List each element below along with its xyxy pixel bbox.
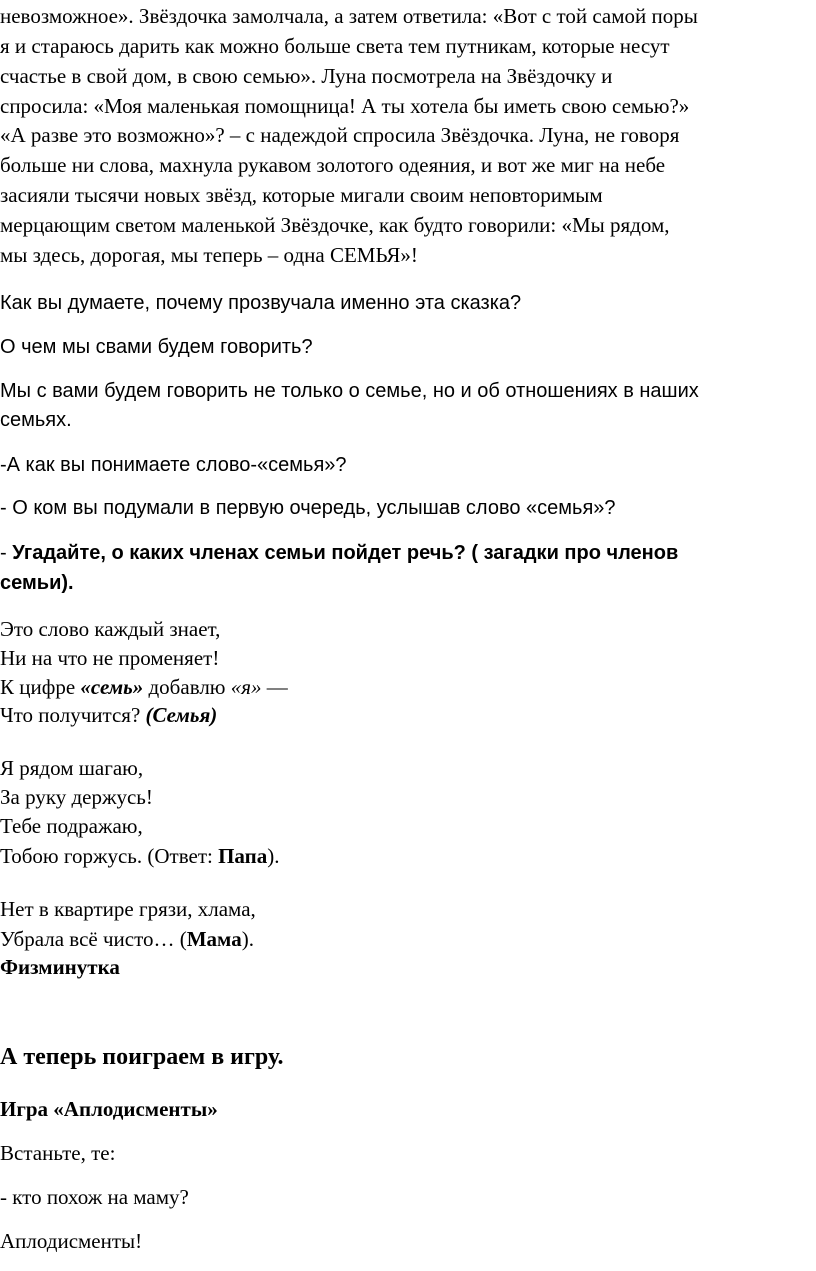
riddle-text: Убрала всё чисто… (	[0, 927, 187, 951]
riddle-text: ).	[241, 927, 254, 951]
riddle-line	[0, 673, 288, 701]
riddles-intro	[0, 539, 678, 567]
riddle-answer: Папа	[218, 844, 268, 868]
riddle-answer: Мама	[186, 927, 242, 951]
riddle-line	[0, 842, 280, 870]
story-line: мы здесь, дорогая, мы теперь – одна СЕМЬЯ»!	[0, 243, 418, 267]
question-text: Как вы думаете, почему прозвучала именно эта сказка?	[0, 292, 522, 314]
riddle-line	[0, 925, 254, 953]
riddle-text: Что получится?	[0, 703, 146, 727]
story-line: мерцающим светом маленькой Звёздочке, как будто говорили: «Мы рядом,	[0, 213, 670, 237]
question-text: -А как вы понимаете слово-«семья»?	[0, 454, 347, 476]
story-line: счастье в свой дом, в свою семью». Луна посмотрела на Звёздочку и	[0, 64, 613, 88]
riddles-intro-bold: семьи).	[0, 572, 74, 594]
story-line: я и стараюсь дарить как можно больше света тем путникам, которые несут	[0, 34, 670, 58]
question-text: семьях.	[0, 409, 72, 431]
riddle-text: —	[261, 675, 288, 699]
riddle-line	[0, 701, 217, 729]
story-line: больше ни слова, махнула рукавом золотого одеяния, и вот же миг на небе	[0, 153, 666, 177]
game-title: Игра «Аплодисменты»	[0, 1097, 218, 1121]
riddle-line: Я рядом шагаю,	[0, 756, 144, 780]
section-label: Физминутка	[0, 955, 120, 979]
question-text: - О ком вы подумали в первую очередь, услышав слово «семья»?	[0, 497, 616, 519]
riddle-text: К цифре	[0, 675, 81, 699]
riddle-emphasis: «семь»	[80, 675, 144, 699]
story-line: засияли тысячи новых звёзд, которые мигали своим неповторимым	[0, 183, 603, 207]
riddle-line: Нет в квартире грязи, хлама,	[0, 897, 256, 921]
riddle-emphasis: «я»	[230, 675, 262, 699]
story-line: невозможное». Звёздочка замолчала, а затем ответила: «Вот с той самой поры	[0, 4, 698, 28]
story-line: спросила: «Моя маленькая помощница! А ты хотела бы иметь свою семью?»	[0, 94, 690, 118]
game-line: Аплодисменты!	[0, 1229, 143, 1253]
riddle-text: Тобою горжусь. (Ответ:	[0, 844, 219, 868]
riddle-line: За руку держусь!	[0, 785, 153, 809]
story-line: «А разве это возможно»? – с надеждой спросила Звёздочка. Луна, не говоря	[0, 123, 680, 147]
riddle-answer: (Семья)	[145, 703, 218, 727]
question-text: Мы с вами будем говорить не только о семье, но и об отношениях в наших	[0, 380, 699, 402]
riddles-intro-dash: -	[0, 542, 13, 564]
game-line: - кто похож на маму?	[0, 1185, 189, 1209]
game-line: Встаньте, те:	[0, 1141, 116, 1165]
riddle-line: Это слово каждый знает,	[0, 617, 221, 641]
section-heading: А теперь поиграем в игру.	[0, 1044, 284, 1070]
riddle-line: Ни на что не променяет!	[0, 646, 220, 670]
riddles-intro-bold: Угадайте, о каких членах семьи пойдет речь? ( загадки про членов	[12, 542, 679, 564]
riddle-text: ).	[267, 844, 280, 868]
riddle-line: Тебе подражаю,	[0, 814, 143, 838]
riddle-text: добавлю	[143, 675, 231, 699]
question-text: О чем мы свами будем говорить?	[0, 336, 313, 358]
